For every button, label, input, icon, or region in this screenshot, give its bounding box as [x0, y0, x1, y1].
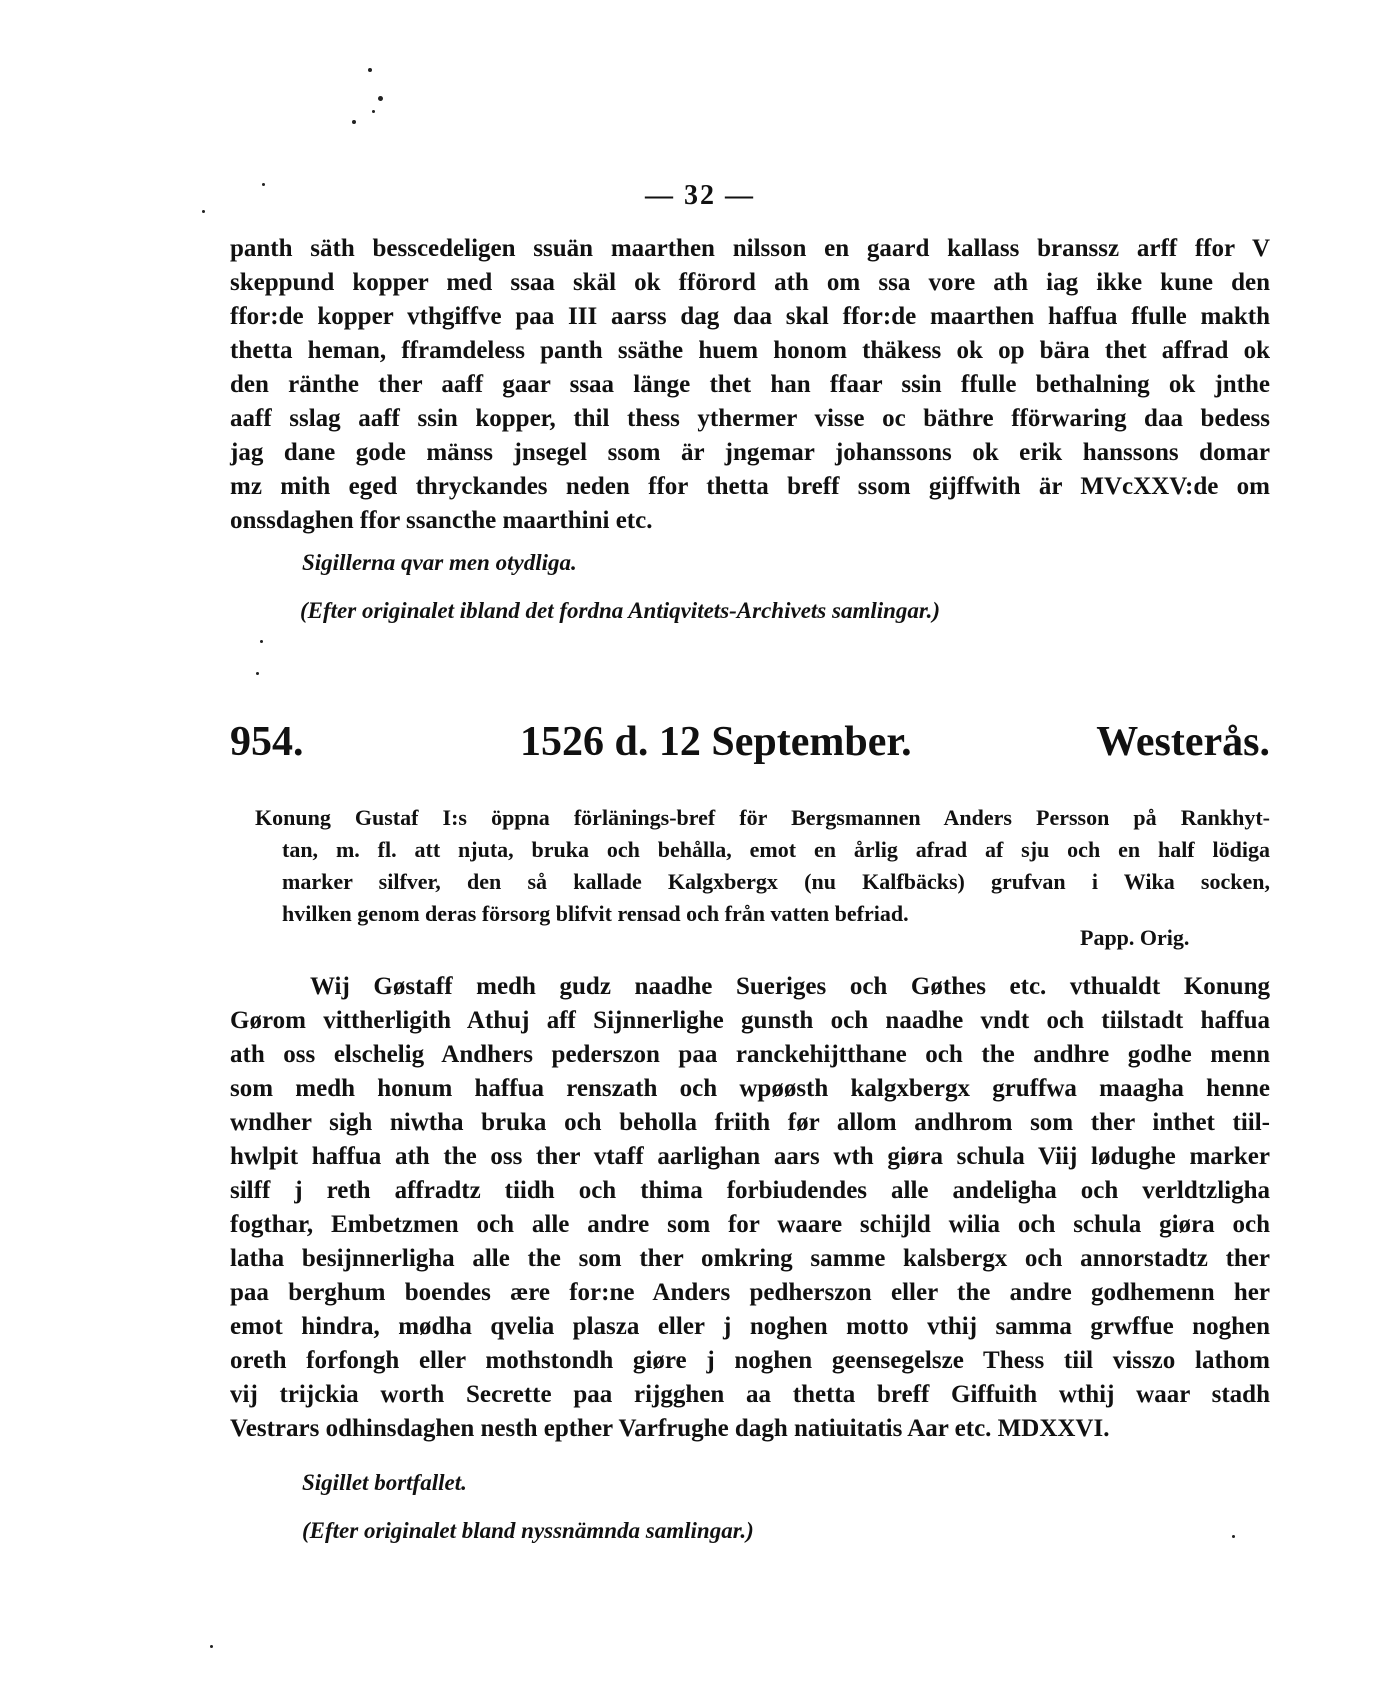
provenance-note: (Efter originalet ibland det fordna Antiqvitets-Archivets samlingar.): [300, 598, 940, 623]
text-line: fogthar, Embetzmen och alle andre som for waare schijld wilia och schula giøra och: [230, 1211, 1270, 1238]
text-line: mz mith eged thryckandes neden ffor thetta breff ssom gijffwith är MVcXXV:de om: [230, 473, 1270, 500]
entry-place: Westerås.: [1096, 719, 1270, 765]
summary-line: hvilken genom deras försorg blifvit rensad och från vatten befriad.: [282, 901, 909, 926]
continued-letter-text: [230, 232, 1270, 538]
text-line: som medh honum haffua renszath och wpøøsth kalgxbergx gruffwa maagha henne: [230, 1075, 1270, 1102]
text-line: ath oss elschelig Andhers pederszon paa ranckehijtthane och the andhre godhe menn: [230, 1041, 1270, 1068]
text-line: hwlpit haffua ath the oss ther vtaff aarlighan aars wth giøra schula Viij lødughe marker: [230, 1143, 1270, 1170]
text-line: oreth forfongh eller mothstondh giøre j noghen geensegelsze Thess tiil visszo lathom: [230, 1347, 1270, 1374]
summary-line: marker silfver, den så kallade Kalgxbergx (nu Kalfbäcks) grufvan i Wika socken,: [282, 869, 1270, 894]
text-line: wndher sigh niwtha bruka och beholla friith før allom andhrom som ther inthet tiil-: [230, 1109, 1270, 1136]
text-line: onssdaghen ffor ssancthe maarthini etc.: [230, 507, 653, 534]
text-line: skeppund kopper med ssaa skäl ok fförord ath om ssa vore ath iag ikke kune den: [230, 269, 1270, 296]
text-line: latha besijnnerligha alle the som ther omkring samme kalsbergx och annorstadtz ther: [230, 1245, 1270, 1272]
entry-number: 954.: [230, 719, 304, 765]
text-line: jag dane gode mänss jnsegel ssom är jngemar johanssons ok erik hanssons domar: [230, 439, 1270, 466]
text-line: Wij Gøstaff medh gudz naadhe Sueriges och Gøthes etc. vthualdt Konung: [310, 973, 1270, 1000]
text-line: silff j reth affradtz tiidh och thima forbiudendes alle andeligha och verldtzligha: [230, 1177, 1270, 1204]
text-line: aaff sslag aaff ssin kopper, thil thess ythermer visse oc bäthre fförwaring daa bedess: [230, 405, 1270, 432]
seal-note: Sigillet bortfallet.: [302, 1470, 467, 1495]
text-line: Vestrars odhinsdaghen nesth epther Varfrughe dagh natiuitatis Aar etc. MDXXVI.: [230, 1415, 1110, 1442]
entry-heading: [230, 718, 1270, 778]
text-line: paa berghum boendes ære for:ne Anders pedherszon eller the andre godhemenn her: [230, 1279, 1270, 1306]
text-line: emot hindra, mødha qvelia plasza eller j noghen motto vthij samma grwffue noghen: [230, 1313, 1270, 1340]
source-note: Papp. Orig.: [1080, 925, 1190, 950]
text-line: thetta heman, fframdeless panth ssäthe huem honom thäkess ok op bära thet affrad ok: [230, 337, 1270, 364]
seal-note: Sigillerna qvar men otydliga.: [302, 550, 577, 575]
summary-line: Konung Gustaf I:s öppna förlänings-bref för Bergsmannen Anders Persson på Rankhyt-: [255, 805, 1270, 830]
entry-date: 1526 d. 12 September.: [520, 719, 912, 765]
provenance-note: (Efter originalet bland nyssnämnda samlingar.): [302, 1518, 754, 1543]
text-line: ffor:de kopper vthgiffve paa III aarss dag daa skal ffor:de maarthen haffua ffulle makth: [230, 303, 1270, 330]
text-line: vij trijckia worth Secrette paa rijgghen aa thetta breff Giffuith wthij waar stadh: [230, 1381, 1270, 1408]
entry-summary: [255, 802, 1270, 930]
text-line: den ränthe ther aaff gaar ssaa länge thet han ffaar ssin ffulle bethalning ok jnthe: [230, 371, 1270, 398]
summary-line: tan, m. fl. att njuta, bruka och behålla, emot en årlig afrad af sju och en half lödiga: [282, 837, 1270, 862]
text-line: Gørom vittherligith Athuj aff Sijnnerlighe gunsth och naadhe vndt och tiilstadt haffua: [230, 1007, 1270, 1034]
text-line: panth säth besscedeligen ssuän maarthen nilsson en gaard kallass branssz arff ffor V: [230, 235, 1270, 262]
letter-text: [230, 970, 1270, 1446]
page-number: — 32 —: [645, 180, 755, 211]
